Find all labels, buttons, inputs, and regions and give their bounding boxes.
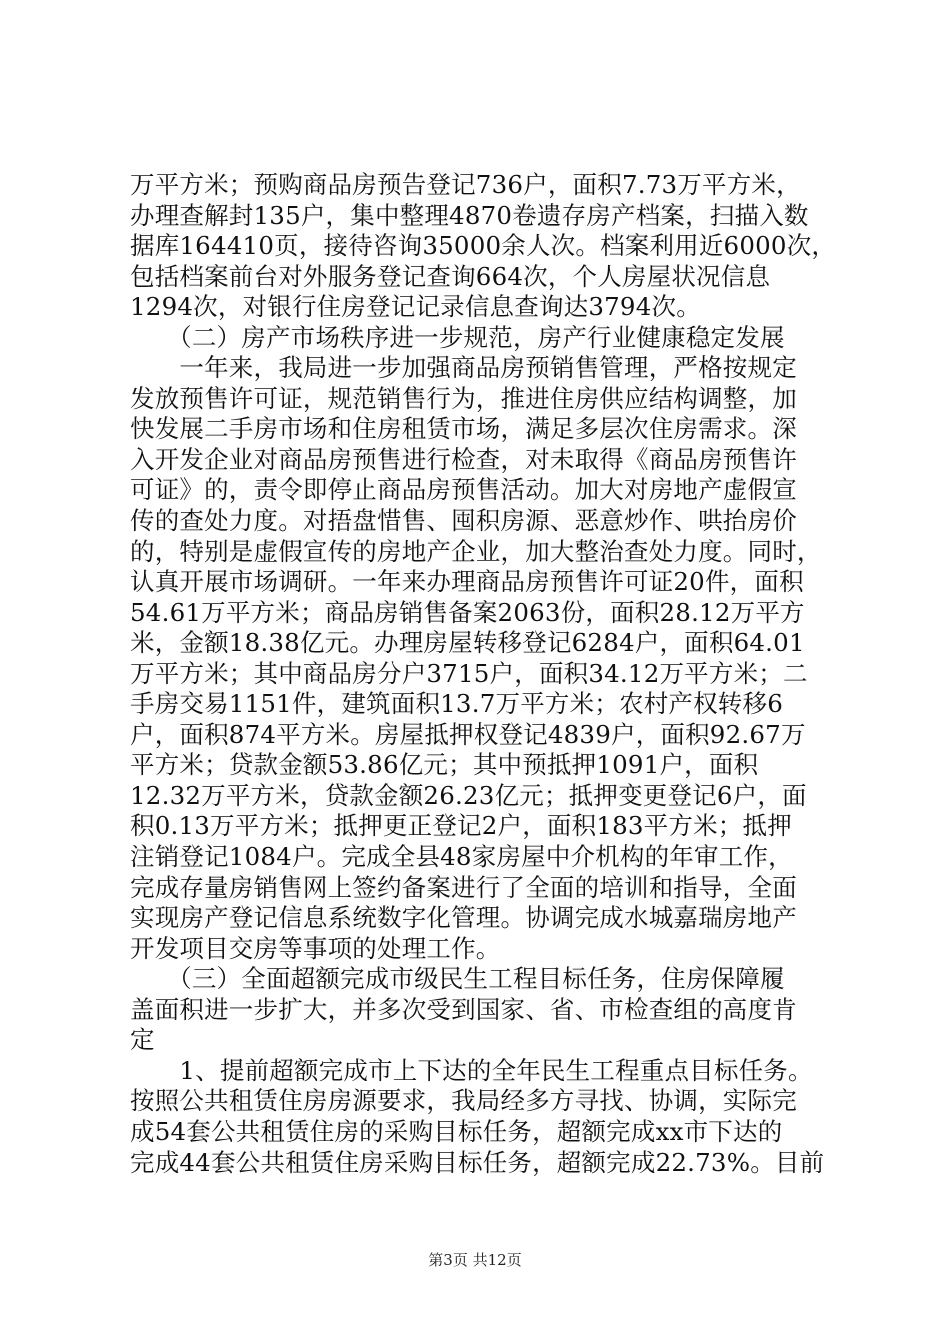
body-line: 米，金额18.38亿元。办理房屋转移登记6284户，面积64.01 <box>130 628 805 658</box>
body-line: 完成存量房销售网上签约备案进行了全面的培训和指导，全面 <box>130 872 797 902</box>
body-line: 包括档案前台对外服务登记查询664次，个人房屋状况信息 <box>130 261 771 291</box>
body-line: 的，特别是虚假宣传的房地产企业，加大整治查处力度。同时， <box>130 536 822 566</box>
body-line: 入开发企业对商品房预售进行检查，对未取得《商品房预售许 <box>130 444 797 474</box>
body-line: 盖面积进一步扩大，并多次受到国家、省、市检查组的高度肯 <box>130 994 797 1024</box>
body-line: （三）全面超额完成市级民生工程目标任务，住房保障履 <box>130 964 785 994</box>
body-line: 发放预售许可证，规范销售行为，推进住房供应结构调整，加 <box>130 383 797 413</box>
body-line: （二）房产市场秩序进一步规范，房产行业健康稳定发展 <box>130 322 785 352</box>
body-text <box>130 170 837 1178</box>
body-line: 据库164410页，接待咨询35000余人次。档案利用近6000次， <box>130 231 837 261</box>
body-line: 12.32万平方米，贷款金额26.23亿元；抵押变更登记6户，面 <box>130 780 807 810</box>
body-line: 实现房产登记信息系统数字化管理。协调完成水城嘉瑞房地产 <box>130 903 797 933</box>
body-line: 按照公共租赁住房房源要求，我局经多方寻找、协调，实际完 <box>130 1086 797 1116</box>
body-line: 成54套公共租赁住房的采购目标任务，超额完成xx市下达的 <box>130 1116 783 1146</box>
body-line: 手房交易1151件，建筑面积13.7万平方米；农村产权转移6 <box>130 689 783 719</box>
body-line: 平方米；贷款金额53.86亿元；其中预抵押1091户，面积 <box>130 750 759 780</box>
body-line: 开发项目交房等事项的处理工作。 <box>130 933 501 963</box>
body-line: 快发展二手房市场和住房租赁市场，满足多层次住房需求。深 <box>130 414 797 444</box>
page-footer: 第3页 共12页 <box>428 1251 522 1269</box>
body-line: 传的查处力度。对捂盘惜售、囤积房源、恶意炒作、哄抬房价 <box>130 506 797 536</box>
body-line: 一年来，我局进一步加强商品房预销售管理，严格按规定 <box>130 353 797 383</box>
body-line: 户，面积874平方米。房屋抵押权登记4839户，面积92.67万 <box>130 719 806 749</box>
body-line: 认真开展市场调研。一年来办理商品房预售许可证20件，面积 <box>130 567 804 597</box>
body-line: 可证》的，责令即停止商品房预售活动。加大对房地产虚假宣 <box>130 475 797 505</box>
body-line: 办理查解封135户，集中整理4870卷遗存房产档案，扫描入数 <box>130 200 809 230</box>
body-line: 注销登记1084户。完成全县48家房屋中介机构的年审工作， <box>130 842 793 872</box>
body-line: 1294次，对银行住房登记记录信息查询达3794次。 <box>130 292 701 322</box>
body-line: 定 <box>130 1025 155 1055</box>
body-line: 万平方米；预购商品房预告登记736户，面积7.73万平方米， <box>130 170 801 199</box>
body-line: 1、提前超额完成市上下达的全年民生工程重点目标任务。 <box>130 1055 813 1085</box>
body-line: 万平方米；其中商品房分户3715户，面积34.12万平方米；二 <box>130 658 808 688</box>
body-line: 积0.13万平方米；抵押更正登记2户，面积183平方米；抵押 <box>130 811 792 841</box>
body-line: 完成44套公共租赁住房采购目标任务，超额完成22.73%。目前 <box>130 1147 825 1177</box>
body-line: 54.61万平方米；商品房销售备案2063份，面积28.12万平方 <box>130 597 805 627</box>
